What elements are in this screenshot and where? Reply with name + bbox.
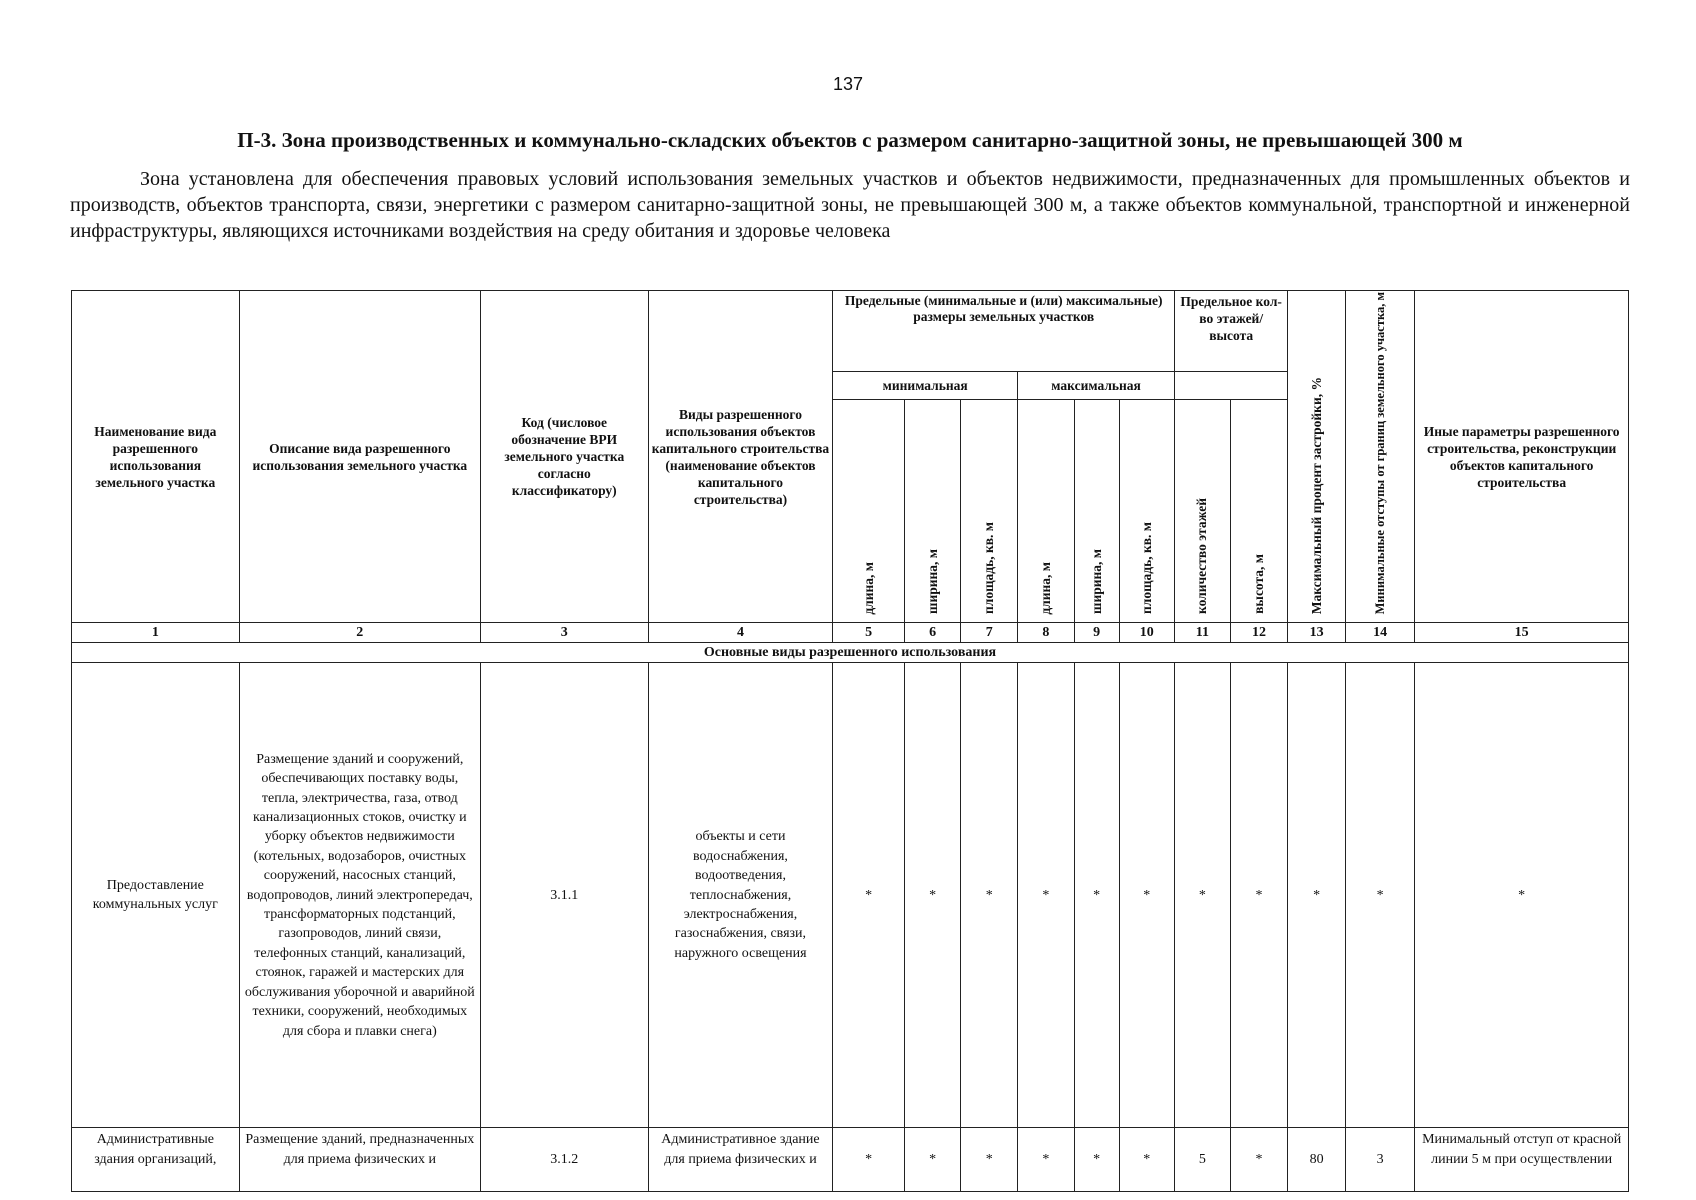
zone-parameters-table — [71, 290, 1629, 1192]
column-number: 6 — [904, 623, 961, 643]
header-height: высота, м — [1230, 399, 1288, 623]
column-number: 12 — [1230, 623, 1288, 643]
header-land-use-description: Описание вида разрешенного использования земельного участка — [239, 291, 480, 623]
header-max-coverage: Максимальный процент застройки, % — [1288, 291, 1346, 623]
column-number: 1 — [72, 623, 240, 643]
column-number: 3 — [480, 623, 648, 643]
value-max-coverage: * — [1288, 663, 1346, 1128]
header-construction-objects: Виды разрешенного использования объектов капитального строительства (наименование объектов капитального строительства) — [648, 291, 833, 623]
header-floors-count: количество этажей — [1175, 399, 1231, 623]
value-other-parameters: * — [1415, 663, 1629, 1128]
column-number: 15 — [1415, 623, 1629, 643]
value-min-length: * — [833, 663, 905, 1128]
column-number: 4 — [648, 623, 833, 643]
land-use-name: Административные здания организаций, — [72, 1128, 240, 1192]
header-other-parameters: Иные параметры разрешенного строительства, реконструкции объектов капитального строительства — [1415, 291, 1629, 623]
value-max-length: * — [1018, 1128, 1075, 1192]
land-use-code: 3.1.1 — [480, 663, 648, 1128]
header-floors-height: Предельное кол-во этажей/высота — [1175, 291, 1288, 372]
value-max-area: * — [1119, 663, 1175, 1128]
column-number: 2 — [239, 623, 480, 643]
column-number: 8 — [1018, 623, 1075, 643]
column-numbers-row — [72, 623, 1629, 643]
value-floors: 5 — [1175, 1128, 1231, 1192]
value-min-width: * — [904, 1128, 961, 1192]
value-min-setback: 3 — [1345, 1128, 1414, 1192]
header-max-area: площадь, кв. м — [1119, 399, 1175, 623]
header-min-area: площадь, кв. м — [961, 399, 1018, 623]
column-number: 9 — [1074, 623, 1119, 643]
value-other-parameters: Минимальный отступ от красной линии 5 м при осуществлении — [1415, 1128, 1629, 1192]
value-min-area: * — [961, 663, 1018, 1128]
value-min-length: * — [833, 1128, 905, 1192]
header-land-use-code: Код (числовое обозначение ВРИ земельного участка согласно классификатору) — [480, 291, 648, 623]
value-max-coverage: 80 — [1288, 1128, 1346, 1192]
header-land-use-name: Наименование вида разрешенного использования земельного участка — [72, 291, 240, 623]
value-max-area: * — [1119, 1128, 1175, 1192]
table-row — [72, 663, 1629, 1128]
header-max-width: ширина, м — [1074, 399, 1119, 623]
value-height: * — [1230, 663, 1288, 1128]
header-maximum: максимальная — [1018, 372, 1175, 399]
header-max-length: длина, м — [1018, 399, 1075, 623]
value-height: * — [1230, 1128, 1288, 1192]
value-max-width: * — [1074, 1128, 1119, 1192]
construction-objects: Административное здание для приема физических и — [648, 1128, 833, 1192]
column-number: 13 — [1288, 623, 1346, 643]
table-row — [72, 1128, 1629, 1192]
header-min-width: ширина, м — [904, 399, 961, 623]
zone-title: П-3. Зона производственных и коммунально-складских объектов с размером санитарно-защитной зоны, не превышающей 300 м — [237, 128, 1463, 152]
land-use-code: 3.1.2 — [480, 1128, 648, 1192]
column-number: 5 — [833, 623, 905, 643]
land-use-name: Предоставление коммунальных услуг — [72, 663, 240, 1128]
value-min-width: * — [904, 663, 961, 1128]
section-title-main-uses: Основные виды разрешенного использования — [72, 643, 1629, 663]
value-min-setback: * — [1345, 663, 1414, 1128]
value-min-area: * — [961, 1128, 1018, 1192]
column-number: 10 — [1119, 623, 1175, 643]
construction-objects: объекты и сети водоснабжения, водоотведения, теплоснабжения, электроснабжения, газоснабжения, связи, наружного освещения — [648, 663, 833, 1128]
header-plot-sizes: Предельные (минимальные и (или) максимальные) размеры земельных участков — [833, 291, 1175, 372]
land-use-description: Размещение зданий, предназначенных для приема физических и — [239, 1128, 480, 1192]
land-use-description: Размещение зданий и сооружений, обеспечивающих поставку воды, тепла, электричества, газа, отвод канализационных стоков, очистку и уборку объектов недвижимости (котельных, водозаборов, очистных сооружений, насосных станций, водопроводов, линий электропередач, трансформаторных подстанций, газопроводов, линий связи, телефонных станций, канализаций, стоянок, гаражей и мастерских для обслуживания уборочной и аварийной техники, сооружений, необходимых для сбора и плавки снега) — [239, 663, 480, 1128]
value-max-width: * — [1074, 663, 1119, 1128]
value-max-length: * — [1018, 663, 1075, 1128]
header-min-setback: Минимальные отступы от границ земельного участка, м — [1345, 291, 1414, 623]
value-floors: * — [1175, 663, 1231, 1128]
column-number: 11 — [1175, 623, 1231, 643]
column-number: 14 — [1345, 623, 1414, 643]
page-number: 137 — [832, 74, 864, 94]
column-number: 7 — [961, 623, 1018, 643]
header-minimum: минимальная — [833, 372, 1018, 399]
header-min-length: длина, м — [833, 399, 905, 623]
zone-description: Зона установлена для обеспечения правовых условий использования земельных участков и объектов недвижимости, предназначенных для промышленных объектов и производств, объектов транспорта, связи, энергетики с размером санитарно-защитной зоны, не превышающей 300 м, а также объектов коммунальной, транспортной и инженерной инфраструктуры, являющихся источниками воздействия на среду обитания и здоровье человека — [70, 168, 1630, 242]
